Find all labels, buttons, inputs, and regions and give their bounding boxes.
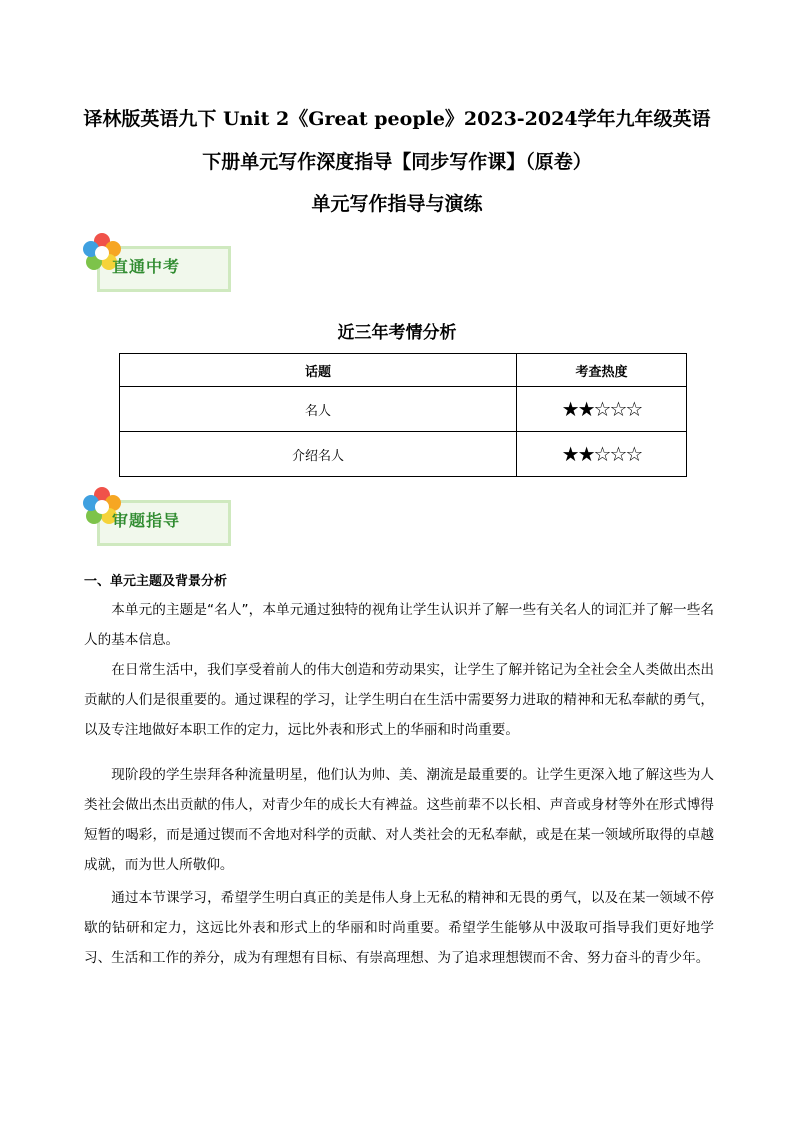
paragraph-3: 现阶段的学生崇拜各种流量明星，他们认为帅、美、潮流是最重要的。让学生更深入地了解这些为人类社会做出杰出贡献的伟人，对青少年的成长大有裨益。这些前辈不以长相、声音或身材等外在形式博得短暂的喝彩，而是通过锲而不舍地对科学的贡献、对人类社会的无私奉献，或是在某一领域所取得的卓越成就，而为世人所敬仰。 bbox=[84, 767, 714, 873]
doc-title-line-2: 下册单元写作深度指导【同步写作课】（原卷） bbox=[202, 151, 592, 173]
exam-analysis-table bbox=[119, 353, 687, 477]
paragraph-4: 通过本节课学习，希望学生明白真正的美是伟人身上无私的精神和无畏的勇气，以及在某一领域不停歇的钻研和定力，这远比外表和形式上的华丽和时尚重要。希望学生能够从中汲取可指导我们更好地学习、生活和工作的养分，成为有理想有目标、有崇高理想、为了追求理想锲而不舍、努力奋斗的青少年。 bbox=[84, 890, 714, 966]
doc-title-line-1: 译林版英语九下 Unit 2《Great people》2023-2024学年九年级英语 bbox=[83, 108, 711, 130]
badge-shenti bbox=[82, 486, 238, 548]
topic-cell: 名人 bbox=[120, 387, 517, 432]
table-row bbox=[120, 387, 687, 432]
badge-label: 审题指导 bbox=[112, 511, 181, 530]
paragraph-1: 本单元的主题是“名人”，本单元通过独特的视角让学生认识并了解一些有关名人的词汇并了解一些名人的基本信息。 bbox=[84, 602, 714, 648]
header-topic: 话题 bbox=[120, 354, 517, 387]
badge-label: 直通中考 bbox=[112, 257, 181, 276]
table-header-row bbox=[120, 354, 687, 387]
header-heat: 考查热度 bbox=[517, 354, 687, 387]
star-rating: ★★☆☆☆ bbox=[561, 442, 642, 466]
section-heading: 一、单元主题及背景分析 bbox=[84, 574, 228, 589]
table-row bbox=[120, 432, 687, 477]
rating-cell bbox=[517, 387, 687, 432]
star-rating: ★★☆☆☆ bbox=[561, 397, 642, 421]
table-title: 近三年考情分析 bbox=[337, 323, 457, 343]
badge-zhitong bbox=[82, 232, 238, 294]
doc-title-line-3: 单元写作指导与演练 bbox=[311, 193, 483, 215]
paragraph-2: 在日常生活中，我们享受着前人的伟大创造和劳动果实，让学生了解并铭记为全社会全人类做出杰出贡献的人们是很重要的。通过课程的学习，让学生明白在生活中需要努力进取的精神和无私奉献的勇气，以及专注地做好本职工作的定力，远比外表和形式上的华丽和时尚重要。 bbox=[84, 662, 714, 738]
rating-cell bbox=[517, 432, 687, 477]
topic-cell: 介绍名人 bbox=[120, 432, 517, 477]
